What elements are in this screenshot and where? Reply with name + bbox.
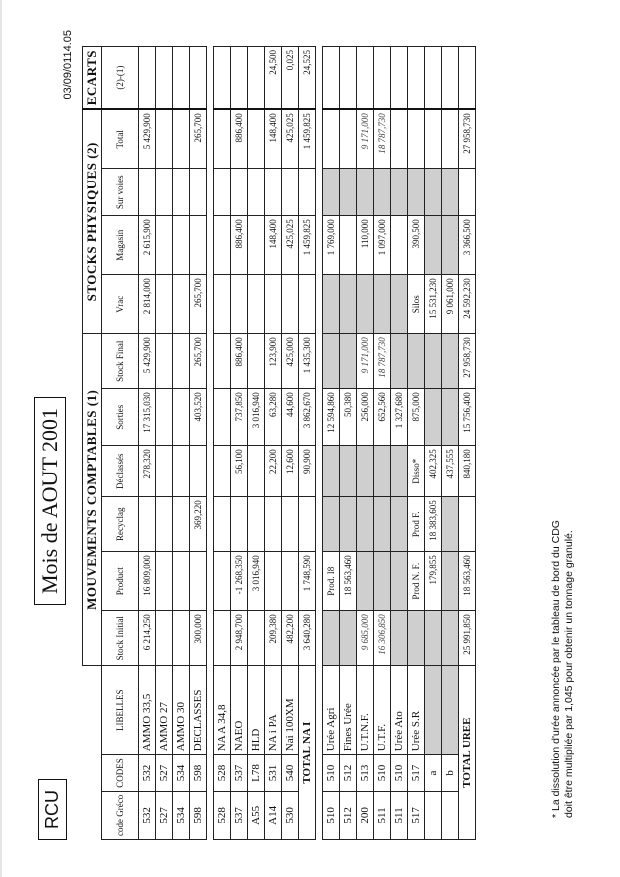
rotated-report-sheet xyxy=(30,28,590,848)
table-row: 534 534 AMMO 30 xyxy=(173,46,190,839)
col-code-greco: code Gréco xyxy=(102,791,139,839)
section-header-row xyxy=(83,46,102,839)
col-recyclag: Recyclag xyxy=(102,497,139,552)
stocks-header: STOCKS PHYSIQUES (2) xyxy=(83,109,102,334)
table-row: 512 512 Fines Urée 18 563,460 50,380 xyxy=(340,46,357,839)
table-row: A14 531 NA i PA 209,380 22,200 63,280 123,900 148,400 148,400 24,500 xyxy=(265,46,282,839)
col-vrac: Vrac xyxy=(102,275,139,334)
col-libelles: LIBELLES xyxy=(102,666,139,755)
table-row: 517 517 Urée S.R Prod N. F. Prod F. Disso* 875,000 Silos 390,500 xyxy=(408,46,425,839)
table-row: 511 510 Urée Ato 1 327,680 xyxy=(391,46,408,839)
document-id: 03/09/0114.05 xyxy=(62,30,74,100)
table-row: 511 510 U.T.F. 16 306,850 652,560 18 787,730 1 097,000 18 787,730 xyxy=(374,46,391,839)
col-declasses: Déclassés xyxy=(102,446,139,497)
col-sorties: Sorties xyxy=(102,389,139,446)
table-row: 530 540 Nai 100XM 482,200 12,600 44,600 425,000 425,025 425,025 0,025 xyxy=(282,46,299,839)
rcu-label: RCU xyxy=(38,779,67,840)
mouvements-header: MOUVEMENTS COMPTABLES (1) xyxy=(83,334,102,666)
col-total: Total xyxy=(102,109,139,169)
total-na-label: TOTAL NA I xyxy=(299,666,316,840)
column-header-row xyxy=(102,46,139,839)
report-table xyxy=(82,46,476,840)
ecarts-header: ECARTS xyxy=(83,46,102,109)
table-row: 200 513 U.T.N.F. 9 685,000 256,000 9 171,000 110,000 9 171,000 xyxy=(357,46,374,839)
total-na-row: TOTAL NA I 3 640,280 1 748,590 90,900 3 862,670 1 435,300 1 459,825 1 459,825 24,525 xyxy=(299,46,316,839)
col-stock-final: Stock Final xyxy=(102,334,139,389)
col-ecarts: (2)-(1) xyxy=(102,46,139,109)
report-header xyxy=(34,30,74,840)
footnote-line-2: doit être multipliée par 1,045 pour obtenir un tonnage granulé. xyxy=(563,530,575,818)
footnote-line-1: * La dissolution d'urée annoncée par le tableau de bord du CDG xyxy=(550,520,562,818)
table-row: 527 527 AMMO 27 xyxy=(156,46,173,839)
section-gap xyxy=(207,46,214,839)
col-sur-voies: Sur voies xyxy=(102,169,139,216)
total-uree-label: TOTAL UREE xyxy=(459,666,476,840)
col-magasin: Magasin xyxy=(102,216,139,275)
table-row: 537 537 NAEO 2 948,700 -1 268,350 56,100 737,850 886,400 886,400 886,400 xyxy=(231,46,248,839)
section-gap xyxy=(316,46,323,839)
col-codes: CODES xyxy=(102,755,139,792)
table-row: b 437,555 9 061,000 xyxy=(442,46,459,839)
table-row: 598 598 DECLASSES 300,000 369,220 403,520 265,700 265,700 265,700 xyxy=(190,46,207,839)
table-row: 510 510 Urée Agri Prod. I8 12 594,860 1 769,000 xyxy=(323,46,340,839)
col-stock-initial: Stock Initial xyxy=(102,611,139,666)
table-row: A55 L78 HLD 3 016,940 3 016,940 xyxy=(248,46,265,839)
total-uree-row: TOTAL UREE 25 991,850 18 563,460 840,180 15 756,400 27 958,730 24 592,230 3 366,500 27 958,730 xyxy=(459,46,476,839)
table-row: 528 528 NA A 34,8 xyxy=(214,46,231,839)
table-row: a 179,855 18 383,605 402,325 15 531,230 xyxy=(425,46,442,839)
month-title: Mois de AOUT 2001 xyxy=(34,397,66,605)
footnote xyxy=(550,520,576,818)
table-row: 532 532 AMMO 33,5 6 214,250 16 809,000 278,320 17 315,030 5 429,900 2 814,000 2 615,900 5 429,900 xyxy=(139,46,156,839)
col-product: Product xyxy=(102,552,139,611)
